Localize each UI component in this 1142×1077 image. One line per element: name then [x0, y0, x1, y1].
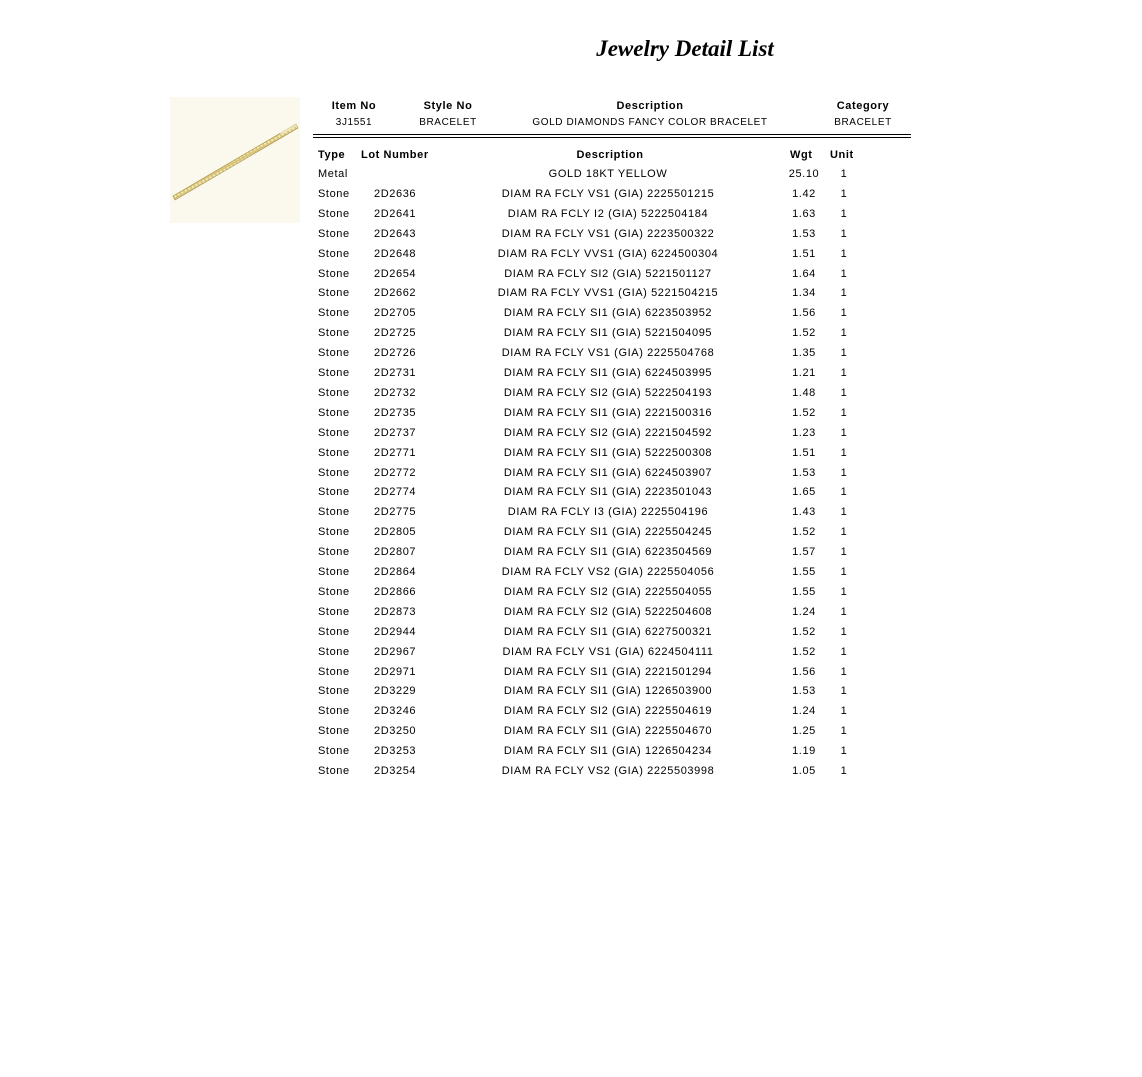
- row-lot-number: 2D2807: [374, 546, 417, 559]
- table-row: [0, 563, 1142, 581]
- row-type: Stone: [318, 426, 350, 439]
- table-row: [0, 304, 1142, 322]
- row-weight: 1.53: [792, 227, 816, 240]
- row-unit: 1: [840, 347, 848, 360]
- row-description: DIAM RA FCLY SI1 (GIA) 2225504245: [503, 526, 713, 539]
- row-description: DIAM RA FCLY SI1 (GIA) 6227500321: [503, 625, 713, 638]
- row-lot-number: 2D2725: [374, 327, 417, 340]
- table-row: [0, 523, 1142, 541]
- row-type: Stone: [318, 705, 350, 718]
- row-weight: 1.55: [792, 566, 816, 578]
- row-description: DIAM RA FCLY SI1 (GIA) 2221500316: [503, 406, 713, 419]
- row-description: DIAM RA FCLY SI1 (GIA) 5222500308: [503, 446, 713, 459]
- report-title: Jewelry Detail List: [596, 36, 774, 61]
- row-unit: 1: [840, 466, 848, 479]
- row-description: DIAM RA FCLY SI2 (GIA) 2225504619: [503, 705, 713, 718]
- row-weight: 1.21: [792, 367, 816, 379]
- col-unit-header: Unit: [830, 149, 854, 161]
- row-description: DIAM RA FCLY SI1 (GIA) 2221501294: [503, 665, 713, 678]
- row-weight: 1.42: [792, 187, 816, 200]
- row-lot-number: 2D2636: [374, 187, 417, 200]
- row-type: Stone: [318, 546, 350, 559]
- table-row: [0, 324, 1142, 342]
- row-type: Stone: [318, 685, 350, 698]
- row-lot-number: 2D2772: [374, 466, 417, 479]
- row-unit: 1: [840, 645, 848, 658]
- row-description: DIAM RA FCLY I2 (GIA) 5222504184: [507, 207, 709, 220]
- table-row: [0, 543, 1142, 561]
- row-unit: 1: [840, 566, 848, 578]
- row-lot-number: 2D3253: [374, 745, 417, 758]
- row-weight: 1.24: [792, 605, 816, 618]
- row-type: Stone: [318, 745, 350, 758]
- table-row: [0, 384, 1142, 402]
- row-lot-number: 2D2774: [374, 486, 417, 499]
- item-description-label: Description: [616, 100, 684, 112]
- table-row: [0, 464, 1142, 482]
- row-weight: 25.10: [788, 168, 820, 180]
- row-unit: 1: [840, 386, 848, 399]
- row-unit: 1: [840, 605, 848, 618]
- row-unit: 1: [840, 546, 848, 559]
- row-type: Stone: [318, 307, 350, 320]
- row-lot-number: 2D3229: [374, 685, 417, 698]
- row-lot-number: 2D2735: [374, 406, 417, 419]
- table-row: [0, 245, 1142, 263]
- row-type: Stone: [318, 585, 350, 598]
- row-unit: 1: [840, 426, 848, 439]
- row-description: DIAM RA FCLY SI1 (GIA) 1226504234: [503, 745, 713, 758]
- row-lot-number: 2D2967: [374, 645, 417, 658]
- row-lot-number: 2D2654: [374, 267, 417, 280]
- row-unit: 1: [840, 247, 848, 260]
- row-unit: 1: [840, 227, 848, 240]
- row-weight: 1.56: [792, 665, 816, 678]
- style-no-label: Style No: [423, 100, 473, 112]
- row-weight: 1.55: [792, 585, 816, 598]
- row-lot-number: 2D2648: [374, 247, 417, 260]
- row-description: DIAM RA FCLY VS2 (GIA) 2225504056: [501, 566, 715, 578]
- table-row: [0, 702, 1142, 720]
- row-type: Stone: [318, 287, 350, 300]
- row-lot-number: 2D2873: [374, 605, 417, 618]
- row-description: DIAM RA FCLY SI2 (GIA) 2221504592: [503, 426, 713, 439]
- row-type: Stone: [318, 506, 350, 519]
- row-weight: 1.64: [792, 267, 816, 280]
- row-unit: 1: [840, 625, 848, 638]
- row-lot-number: 2D2944: [374, 625, 417, 638]
- table-row: [0, 444, 1142, 462]
- row-weight: 1.25: [792, 725, 816, 738]
- row-description: DIAM RA FCLY VS1 (GIA) 2225504768: [501, 347, 715, 360]
- row-type: Stone: [318, 327, 350, 340]
- row-type: Stone: [318, 267, 350, 280]
- row-type: Stone: [318, 207, 350, 220]
- category-value: BRACELET: [834, 117, 892, 128]
- row-type: Stone: [318, 187, 350, 200]
- row-weight: 1.52: [792, 645, 816, 658]
- table-row: [0, 722, 1142, 740]
- row-weight: 1.35: [792, 347, 816, 360]
- row-description: DIAM RA FCLY I3 (GIA) 2225504196: [507, 506, 709, 519]
- row-weight: 1.19: [792, 745, 816, 758]
- row-lot-number: 2D2864: [374, 566, 417, 578]
- table-row: [0, 185, 1142, 203]
- row-unit: 1: [840, 327, 848, 340]
- row-lot-number: 2D2643: [374, 227, 417, 240]
- row-unit: 1: [840, 406, 848, 419]
- row-unit: 1: [840, 168, 848, 180]
- row-description: DIAM RA FCLY VVS1 (GIA) 6224500304: [497, 247, 719, 260]
- row-lot-number: 2D3254: [374, 765, 417, 777]
- table-row: [0, 643, 1142, 661]
- row-type: Stone: [318, 526, 350, 539]
- row-description: DIAM RA FCLY VVS1 (GIA) 5221504215: [497, 287, 719, 300]
- col-lot-header: Lot Number: [361, 149, 429, 161]
- table-row: [0, 344, 1142, 362]
- row-description: DIAM RA FCLY SI1 (GIA) 6223504569: [503, 546, 713, 559]
- table-row: [0, 424, 1142, 442]
- table-row: [0, 603, 1142, 621]
- table-row: [0, 205, 1142, 223]
- table-row: [0, 284, 1142, 302]
- row-lot-number: 2D2771: [374, 446, 417, 459]
- row-weight: 1.34: [792, 287, 816, 300]
- row-type: Metal: [318, 168, 348, 180]
- row-type: Stone: [318, 367, 350, 379]
- row-lot-number: 2D3246: [374, 705, 417, 718]
- row-unit: 1: [840, 307, 848, 320]
- row-description: DIAM RA FCLY SI2 (GIA) 5222504193: [503, 386, 713, 399]
- row-description: DIAM RA FCLY SI1 (GIA) 1226503900: [503, 685, 713, 698]
- row-type: Stone: [318, 386, 350, 399]
- row-weight: 1.53: [792, 685, 816, 698]
- row-description: DIAM RA FCLY SI1 (GIA) 6224503995: [503, 367, 713, 379]
- row-description: DIAM RA FCLY SI2 (GIA) 5221501127: [504, 267, 712, 280]
- style-no-value: BRACELET: [419, 117, 477, 128]
- row-lot-number: 2D2705: [374, 307, 417, 320]
- table-row: [0, 762, 1142, 780]
- row-type: Stone: [318, 725, 350, 738]
- table-row: [0, 663, 1142, 681]
- table-row: [0, 682, 1142, 700]
- row-description: DIAM RA FCLY VS1 (GIA) 2223500322: [501, 227, 715, 240]
- header-rule-top: [313, 134, 911, 135]
- row-weight: 1.65: [792, 486, 816, 499]
- row-description: DIAM RA FCLY SI1 (GIA) 6224503907: [503, 466, 713, 479]
- row-unit: 1: [840, 526, 848, 539]
- category-label: Category: [836, 100, 890, 112]
- row-unit: 1: [840, 506, 848, 519]
- row-unit: 1: [840, 745, 848, 758]
- row-unit: 1: [840, 367, 848, 379]
- table-row: [0, 404, 1142, 422]
- row-weight: 1.05: [792, 765, 816, 777]
- row-lot-number: 2D2726: [374, 347, 417, 360]
- row-weight: 1.52: [792, 327, 816, 340]
- row-weight: 1.51: [792, 446, 816, 459]
- row-type: Stone: [318, 446, 350, 459]
- header-rule-bottom: [313, 137, 911, 138]
- row-unit: 1: [840, 446, 848, 459]
- row-weight: 1.52: [792, 406, 816, 419]
- row-lot-number: 2D3250: [374, 725, 417, 738]
- row-lot-number: 2D2732: [374, 386, 417, 399]
- row-weight: 1.23: [792, 426, 816, 439]
- row-type: Stone: [318, 605, 350, 618]
- row-weight: 1.63: [792, 207, 816, 220]
- col-wgt-header: Wgt: [790, 149, 813, 161]
- row-description: DIAM RA FCLY VS1 (GIA) 6224504111: [502, 645, 714, 658]
- item-description-value: GOLD DIAMONDS FANCY COLOR BRACELET: [532, 117, 768, 128]
- row-type: Stone: [318, 645, 350, 658]
- row-description: DIAM RA FCLY VS1 (GIA) 2225501215: [501, 187, 715, 200]
- item-no-label: Item No: [331, 100, 377, 112]
- row-lot-number: 2D2971: [374, 665, 417, 678]
- row-description: DIAM RA FCLY SI1 (GIA) 2223501043: [503, 486, 713, 499]
- row-type: Stone: [318, 466, 350, 479]
- row-description: DIAM RA FCLY VS2 (GIA) 2225503998: [501, 765, 715, 777]
- row-weight: 1.24: [792, 705, 816, 718]
- row-weight: 1.56: [792, 307, 816, 320]
- table-row: [0, 503, 1142, 521]
- col-description-header: Description: [576, 149, 644, 161]
- table-row: [0, 623, 1142, 641]
- row-lot-number: 2D2737: [374, 426, 417, 439]
- table-row: [0, 225, 1142, 243]
- row-weight: 1.43: [792, 506, 816, 519]
- row-weight: 1.57: [792, 546, 816, 559]
- row-lot-number: 2D2866: [374, 585, 417, 598]
- row-type: Stone: [318, 765, 350, 777]
- row-weight: 1.48: [792, 386, 816, 399]
- table-row: [0, 364, 1142, 382]
- row-type: Stone: [318, 665, 350, 678]
- table-row: [0, 165, 1142, 183]
- row-type: Stone: [318, 625, 350, 638]
- row-lot-number: 2D2731: [374, 367, 417, 379]
- row-lot-number: 2D2641: [374, 207, 417, 220]
- table-row: [0, 583, 1142, 601]
- row-description: DIAM RA FCLY SI2 (GIA) 2225504055: [503, 585, 713, 598]
- row-weight: 1.52: [792, 625, 816, 638]
- row-description: DIAM RA FCLY SI1 (GIA) 5221504095: [503, 327, 713, 340]
- col-type-header: Type: [318, 149, 346, 161]
- row-unit: 1: [840, 685, 848, 698]
- table-row: [0, 483, 1142, 501]
- row-unit: 1: [840, 207, 848, 220]
- table-row: [0, 742, 1142, 760]
- row-type: Stone: [318, 566, 350, 578]
- row-description: DIAM RA FCLY SI1 (GIA) 6223503952: [503, 307, 713, 320]
- row-type: Stone: [318, 486, 350, 499]
- row-type: Stone: [318, 247, 350, 260]
- row-unit: 1: [840, 665, 848, 678]
- row-type: Stone: [318, 406, 350, 419]
- row-unit: 1: [840, 765, 848, 777]
- row-description: DIAM RA FCLY SI1 (GIA) 2225504670: [503, 725, 713, 738]
- row-unit: 1: [840, 287, 848, 300]
- row-unit: 1: [840, 705, 848, 718]
- row-weight: 1.51: [792, 247, 816, 260]
- row-unit: 1: [840, 486, 848, 499]
- row-unit: 1: [840, 267, 848, 280]
- item-no-value: 3J1551: [335, 117, 373, 128]
- row-description: DIAM RA FCLY SI2 (GIA) 5222504608: [503, 605, 713, 618]
- row-lot-number: 2D2662: [374, 287, 417, 300]
- row-unit: 1: [840, 725, 848, 738]
- row-lot-number: 2D2775: [374, 506, 417, 519]
- row-type: Stone: [318, 227, 350, 240]
- row-type: Stone: [318, 347, 350, 360]
- row-unit: 1: [840, 187, 848, 200]
- row-weight: 1.52: [792, 526, 816, 539]
- table-row: [0, 265, 1142, 283]
- row-weight: 1.53: [792, 466, 816, 479]
- row-unit: 1: [840, 585, 848, 598]
- row-lot-number: 2D2805: [374, 526, 417, 539]
- row-description: GOLD 18KT YELLOW: [548, 168, 668, 180]
